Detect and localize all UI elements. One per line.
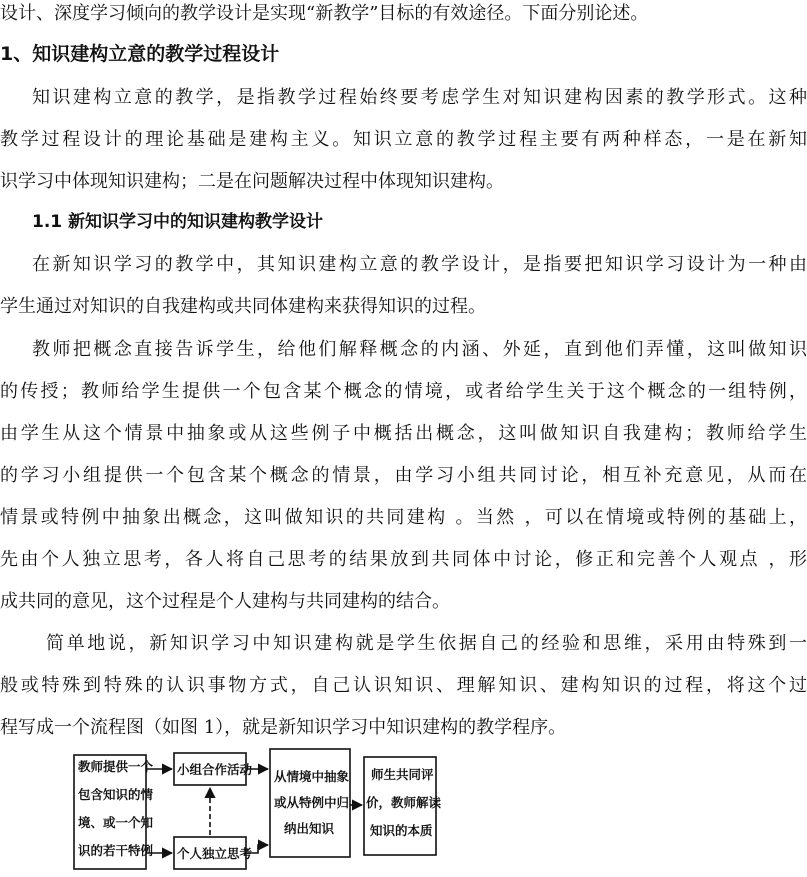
subsection-heading-1-1: 1.1 新知识学习中的知识建构教学设计 [32,212,324,232]
text-line-13: 情景或特例中抽象出概念，这叫做知识的共同建构 。当然 ，可以在情境或特例的基础上， [0,507,807,528]
text-line-5: 识学习中体现知识建构；二是在问题解决过程中体现知识建构。 [0,171,504,192]
flow-box4-line2: 或从特例中归 [274,795,350,810]
text-line-14: 先由个人独立思考，各人将自己思考的结果放到共同体中讨论，修正和完善个人观点 ，形 [0,549,807,570]
flow-box1-line4: 识的若干特例 [78,843,154,858]
flow-box1-line1: 教师提供一个 [78,759,154,774]
text-line-9: 教师把概念直接告诉学生，给他们解释概念的内涵、外延，直到他们弄懂，这叫做知识 [32,339,807,360]
flow-box5-line3: 知识的本质 [370,823,433,838]
text-line-4: 教学过程设计的理论基础是建构主义。知识立意的教学过程主要有两种样态，一是在新知 [0,129,807,150]
flow-box4-line3: 纳出知识 [284,821,335,836]
flow-box1-line3: 境、或一个知 [78,815,154,830]
flow-box5-line1: 师生共同评 [371,767,434,782]
flow-box1-line2: 包含知识的情 [78,787,154,802]
text-line-17: 般或特殊到特殊的认识事物方式，自己认识知识、理解知识、建构知识的过程，将这个过 [0,675,807,696]
text-line-16: 简单地说，新知识学习中知识建构就是学生依据自己的经验和思维，采用由特殊到一 [46,633,807,654]
section-heading-1: 1、知识建构立意的教学过程设计 [0,43,280,65]
flow-box2-label: 小组合作活动 [177,762,253,777]
text-line-3: 知识建构立意的教学，是指教学过程始终要考虑学生对知识建构因素的教学形式。这种 [32,87,807,108]
text-line-11: 由学生从这个情景中抽象或从这些例子中概括出概念，这叫做知识自我建构；教师给学生 [0,423,807,444]
text-line-7: 在新知识学习的教学中，其知识建构立意的教学设计，是指要把知识学习设计为一种由 [32,254,807,275]
text-line-12: 的学习小组提供一个包含某个概念的情景，由学习小组共同讨论，相互补充意见，从而在 [0,465,807,486]
flow-box5-line2: 价，教师解读 [366,795,442,810]
flow-box4-line1: 从情境中抽象 [274,769,350,784]
text-line-15: 成共同的意见，这个过程是个人建构与共同建构的结合。 [0,591,450,612]
text-line-10: 的传授；教师给学生提供一个包含某个概念的情境，或者给学生关于这个概念的一组特例， [0,381,807,402]
text-line-1: 设计、深度学习倾向的教学设计是实现“新教学”目标的有效途径。下面分别论述。 [0,3,649,24]
text-line-8: 学生通过对知识的自我建构或共同体建构来获得知识的过程。 [0,296,486,317]
flow-box3-label: 个人独立思考 [177,846,253,861]
flowchart-figure-1 [0,735,807,877]
text-line-18: 程写成一个流程图（如图 1），就是新知识学习中知识建构的教学程序。 [0,717,567,738]
